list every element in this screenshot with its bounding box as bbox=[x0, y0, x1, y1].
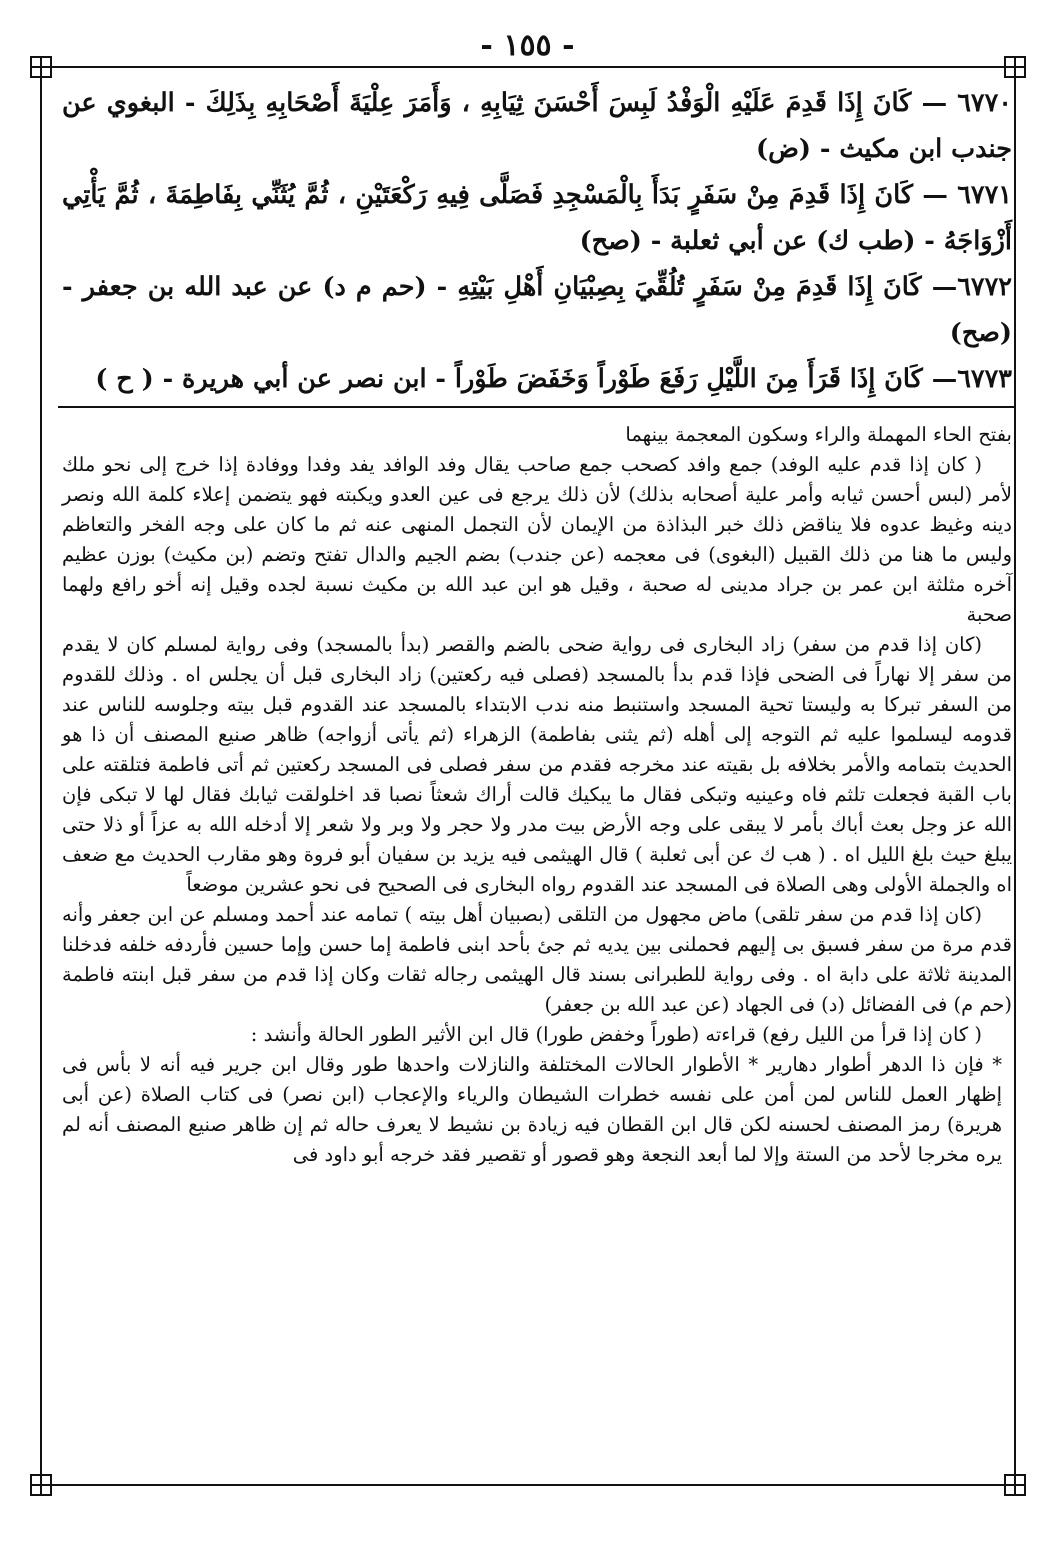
commentary-block bbox=[62, 420, 1012, 1170]
hadith-6773 bbox=[62, 356, 1012, 402]
frame-right-line bbox=[1014, 66, 1016, 1486]
hadith-text: كَانَ إِذَا قَدِمَ مِنْ سَفَرٍ بَدَأَ بِالْمَسْجِدِ فَصَلَّى فِيهِ رَكْعَتَيْنِ ، ثُمَّ يُثَنِّي بِفَاطِمَةَ ، ثُمَّ يَأْتِي أَزْوَاجَهُ - (طب ك) عن أبي ثعلبة - (صح) bbox=[62, 180, 1012, 256]
hadith-6772 bbox=[62, 264, 1012, 356]
corner-ornament-bottom-left bbox=[30, 1474, 52, 1496]
commentary-paragraph: (كان إذا قدم من سفر) زاد البخارى فى رواية ضحى بالضم والقصر (بدأ بالمسجد) وفى رواية لمسلم كان لا يقدم من سفر إلا نهاراً فى الضحى فإذا قدم بدأ بالمسجد (فصلى فيه ركعتين) زاد البخارى قبل أن يجلس اه . وذلك للقدوم من السفر تبركا به وليستا تحية المسجد واستنبط منه ندب الابتداء بالمسجد عند القدوم قبل بيته وجلوسه للناس عند قدومه ليسلموا عليه ثم التوجه إلى أهله (ثم يثنى بفاطمة) الزهراء (ثم يأتى أزواجه) ظاهر صنيع المصنف أن ذا هو الحديث بتمامه والأمر بخلافه بل بقيته عند مخرجه فقدم من سفر فصلى فى المسجد ركعتين ثم أتى فاطمة فتلقته على باب القبة فجعلت تلثم فاه وعينيه وتبكى فقال ما يبكيك قالت أراك شعثاً نصبا قد اخلولقت ثيابك فقال لها لا تبكى فإن الله عز وجل بعث أباك بأمر لا يبقى على وجه الأرض بيت مدر ولا حجر ولا وبر ولا شعر إلا أدخله الله به عزاً أو ذلا حتى يبلغ حيث بلغ الليل اه . ( هب ك عن أبى ثعلبة ) قال الهيثمى فيه يزيد بن سفيان أبو فروة وهو مقارب الحديث مع ضعف اه والجملة الأولى وهى الصلاة فى المسجد عند القدوم رواه البخارى فى الصحيح فى نحو عشرين موضعاً bbox=[62, 633, 1012, 896]
commentary-paragraph: بفتح الحاء المهملة والراء وسكون المعجمة بينهما bbox=[625, 423, 1012, 446]
hadith-6771 bbox=[62, 172, 1012, 264]
commentary-paragraph: ( كان إذا قدم عليه الوفد) جمع وافد كصحب جمع صاحب يقال وفد الوافد يفد وفدا ووفادة إذا خرج إلى نحو ملك لأمر (لبس أحسن ثيابه وأمر علية أصحابه بذلك) لأن ذلك يرجع فى عين العدو ويكبته فهو يتضمن إعلاء كلمة الله ونصر دينه وغيظ عدوه فلا يناقض ذلك خبر البذاذة من الإيمان لأن التجمل المنهى عنه ثم ما كان على وجه الفخر والتعاظم وليس ما هنا من ذلك القبيل (البغوى) فى معجمه (عن جندب) بضم الجيم والدال تفتح وتضم (بن مكيث) بوزن عظيم آخره مثلثة ابن عمر بن جراد مدينى له صحبة ، وقيل هو ابن عبد الله بن مكيث نسبة لجده وقيل إنه أخو رافع ولهما صحبة bbox=[62, 453, 1012, 626]
hadith-6770 bbox=[62, 80, 1012, 172]
commentary-paragraph: * فإن ذا الدهر أطوار دهارير * الأطوار الحالات المختلفة والنازلات واحدها طور وقال ابن جرير فيه أنه لا بأس فى إظهار العمل للناس لمن أمن على نفسه خطرات الشيطان والرياء والإعجاب (ابن نصر) فى كتاب الصلاة (عن أبى هريرة) رمز المصنف لحسنه لكن قال ابن القطان فيه زيادة بن نشيط لا يعرف حاله ثم إن ظاهر صنيع المصنف أنه لم يره مخرجا لأحد من الستة وإلا لما أبعد النجعة وهو قصور أو تقصير فقد خرجه أبو داود فى bbox=[62, 1053, 1002, 1166]
commentary-paragraph: (كان إذا قدم من سفر تلقى) ماض مجهول من التلقى (بصبيان أهل بيته ) تمامه عند أحمد ومسلم عن ابن جعفر وأنه قدم مرة من سفر فسبق بى إليهم فحملنى بين يديه ثم جئ بأحد ابنى فاطمة إما حسن وإما حسين فأردفه خلفه فدخلنا المدينة ثلاثة على دابة اه . وفى رواية للطبرانى بسند قال الهيثمى رجاله ثقات وكان إذا قدم من سفر قبل ابنته فاطمة (حم م) فى الفضائل (د) فى الجهاد (عن عبد الله بن جعفر) bbox=[62, 903, 1012, 1016]
frame-bottom-line bbox=[40, 1484, 1015, 1486]
corner-ornament-bottom-right bbox=[1004, 1474, 1026, 1496]
frame-left-line bbox=[40, 66, 42, 1486]
hadith-number: ٦٧٧١ — bbox=[922, 180, 1012, 210]
hadith-block bbox=[62, 80, 1012, 402]
hadith-text: كَانَ إِذَا قَدِمَ عَلَيْهِ الْوَفْدُ لَبِسَ أَحْسَنَ ثِيَابِهِ ، وَأَمَرَ عِلْيَةَ أَصْحَابِهِ بِذَلِكَ - البغوي عن جندب ابن مكيث - (ض) bbox=[62, 88, 1012, 164]
hadith-number: ٦٧٧٠ — bbox=[921, 88, 1012, 118]
page-number: - ١٥٥ - bbox=[480, 28, 575, 63]
section-divider bbox=[58, 406, 1016, 408]
hadith-number: ٦٧٧٢— bbox=[931, 272, 1012, 302]
commentary-paragraph: ( كان إذا قرأ من الليل رفع) قراءته (طوراً وخفض طورا) قال ابن الأثير الطور الحالة وأنشد : bbox=[250, 1023, 982, 1046]
hadith-text: كَانَ إِذَا قَدِمَ مِنْ سَفَرٍ تُلُقِّيَ بِصِبْيَانِ أَهْلِ بَيْتِهِ - (حم م د) عن عبد الله بن جعفر - (صح) bbox=[62, 272, 1012, 348]
hadith-text: كَانَ إِذَا قَرَأَ مِنَ اللَّيْلِ رَفَعَ طَوْراً وَخَفَضَ طَوْراً - ابن نصر عن أبي هريرة - ( ح ) bbox=[95, 364, 923, 394]
frame-top-line bbox=[40, 66, 1015, 68]
hadith-number: ٦٧٧٣— bbox=[931, 364, 1012, 394]
